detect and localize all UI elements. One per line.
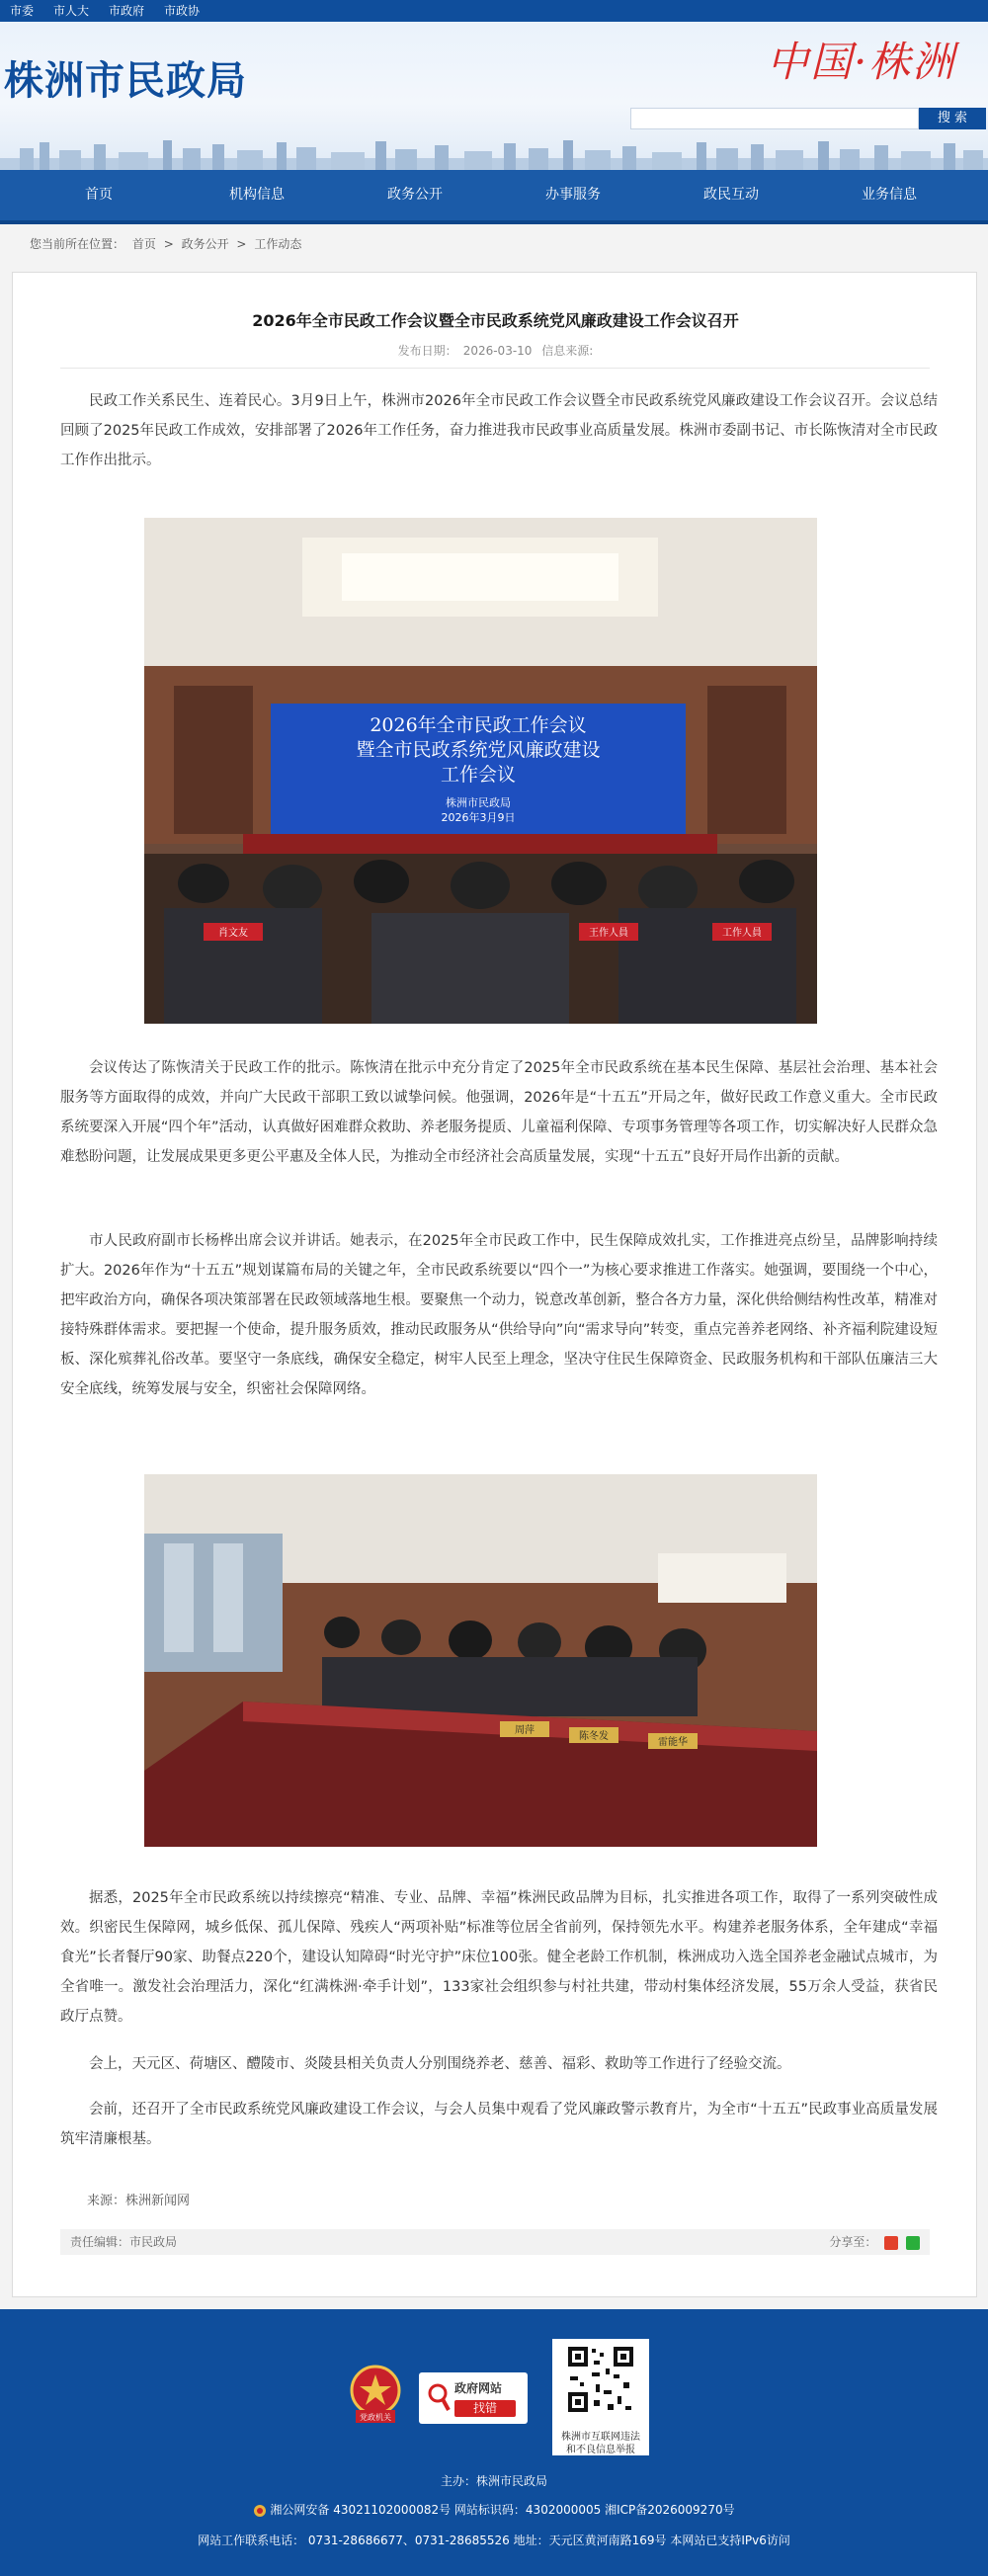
breadcrumb-separator: > [163, 237, 174, 251]
party-gov-emblem-icon[interactable] [348, 2365, 403, 2424]
meeting-photo-2 [144, 1474, 817, 1847]
breadcrumb-work-news[interactable]: 工作动态 [254, 237, 302, 251]
footer-sponsor: 主办：株洲市民政局 [440, 2474, 547, 2488]
weibo-share-icon[interactable] [884, 2236, 898, 2250]
footer-registration [0, 2501, 988, 2518]
jiucuo-label: 找错 [454, 2400, 516, 2417]
article-meta [13, 342, 978, 359]
site-title[interactable]: 株洲市民政局 [4, 57, 247, 104]
nav-item-interaction[interactable]: 政民互动 [703, 187, 759, 203]
screen-title-line3: 工作会议 [440, 764, 517, 786]
site-header [0, 22, 988, 170]
nameplate: 肖文友 [218, 928, 248, 939]
nav-item-business-info[interactable]: 业务信息 [862, 187, 917, 203]
gov-site-error-report-badge[interactable] [419, 2372, 528, 2424]
breadcrumb [30, 233, 958, 255]
publish-date: 2026-03-10 [462, 344, 533, 358]
report-qr-code[interactable] [552, 2339, 649, 2455]
magnifier-icon [427, 2382, 451, 2414]
qr-code-icon [552, 2339, 649, 2426]
nameplate: 周萍 [515, 1725, 535, 1736]
editor-name: 市民政局 [129, 2235, 178, 2249]
editor-bar [60, 2229, 930, 2255]
share-label: 分享至： [829, 2235, 877, 2249]
topbar-link-shizhengfu[interactable]: 市政府 [109, 4, 145, 18]
editor-label: 责任编辑： [70, 2235, 130, 2249]
police-record-text[interactable]: 湘公网安备 43021102000082号 网站标识码：4302000005 湘ICP备2026009270号 [270, 2503, 735, 2517]
nameplate: 雷能华 [658, 1737, 688, 1748]
article-paragraph: 民政工作关系民生、连着民心。3月9日上午，株洲市2026年全市民政工作会议暨全市民政系统党风廉政建设工作会议召开。会议总结回顾了2025年民政工作成效，安排部署了2026年工作任务，奋力推进我市民政事业高质量发展。株洲市委副书记、市长陈恢清对全市民政工作作出批示。 [60, 393, 938, 468]
emblem-label: 党政机关 [360, 2413, 391, 2422]
screen-title-line2: 暨全市民政系统党风廉政建设 [356, 739, 601, 761]
nav-item-gov-open[interactable]: 政务公开 [387, 187, 443, 203]
article-paragraph: 市人民政府副市长杨桦出席会议并讲话。她表示，在2025年全市民政工作中，民生保障成效扎实，工作推进亮点纷呈，品牌影响持续扩大。2026年作为“十五五”规划谋篇布局的关键之年，全市民政系统要以“四个一”为核心要求推进工作落实。她强调，要围绕一个中心，把牢政治方向，确保各项决策部署在民政领域落地生根。要聚焦一个动力，锐意改革创新，整合各方力量，深化供给侧结构性改革，精准对接特殊群体需求。要把握一个使命，提升服务质效，推动民政服务从“供给导向”向“需求导向”转变，重点完善养老网络、补齐福利院建设短板、深化殡葬礼俗改革。要坚守一条底线，确保安全稳定，树牢人民至上理念，坚决守住民生保障资金、民政服务机构和干部队伍廉洁三大安全底线，统筹发展与安全，织密社会保障网络。 [60, 1233, 938, 1397]
brand-logo: 中国·株洲 [767, 38, 956, 86]
qr-caption: 和不良信息举报 [566, 2445, 635, 2455]
city-skyline-illustration [0, 138, 988, 170]
date-label: 发布日期： [397, 344, 457, 358]
wechat-share-icon[interactable] [906, 2236, 920, 2250]
article-paragraph: 会上，天元区、荷塘区、醴陵市、炎陵县相关负责人分别围绕养老、慈善、福彩、救助等工作进行了经验交流。 [89, 2056, 791, 2072]
nav-item-org-info[interactable]: 机构信息 [229, 187, 285, 203]
main-nav [0, 170, 988, 224]
title-divider [60, 368, 930, 369]
meeting-photo-1 [144, 518, 817, 1024]
breadcrumb-prefix: 您当前所在位置： [30, 237, 125, 251]
article-paragraph: 据悉，2025年全市民政系统以持续擦亮“精准、专业、品牌、幸福”株洲民政品牌为目标，扎实推进各项工作，取得了一系列突破性成效。织密民生保障网，城乡低保、孤儿保障、残疾人“两项补贴”标准等位居全省前列，保持领先水平。构建养老服务体系，全年建成“幸福食光”长者餐厅90家、助餐点220个，建设认知障碍“时光守护”床位100张。健全老龄工作机制，株洲成功入选全国养老金融试点城市，为全省唯一。激发社会治理活力，深化“红满株洲·牵手计划”，133家社会组织参与村社共建，带动村集体经济发展，55万余人受益，获省民政厅点赞。 [60, 1890, 938, 2025]
nav-item-services[interactable]: 办事服务 [545, 187, 601, 203]
breadcrumb-gov-open[interactable]: 政务公开 [181, 237, 229, 251]
screen-date: 2026年3月9日 [441, 811, 516, 824]
jiucuo-title: 政府网站 [454, 2381, 503, 2395]
site-footer [0, 2309, 988, 2576]
footer-contact: 网站工作联系电话： 0731-28686677、0731-28685526 地址：天元区黄河南路169号 本网站已支持IPv6访问 [198, 2534, 790, 2547]
source-label: 信息来源: [541, 344, 594, 358]
breadcrumb-home[interactable]: 首页 [131, 237, 156, 251]
top-link-bar [0, 0, 988, 22]
nameplate: 工作人員 [722, 928, 762, 939]
article-card [12, 272, 977, 2297]
search-button[interactable]: 搜 索 [919, 108, 986, 129]
article-title: 2026年全市民政工作会议暨全市民政系统党风廉政建设工作会议召开 [252, 311, 739, 330]
police-badge-icon [253, 2504, 267, 2518]
topbar-link-shiwei[interactable]: 市委 [10, 4, 35, 18]
screen-title-line1: 2026年全市民政工作会议 [370, 714, 587, 736]
search-input[interactable] [630, 108, 919, 129]
topbar-link-shizhengxie[interactable]: 市政协 [164, 4, 201, 18]
screen-org: 株洲市民政局 [446, 796, 511, 809]
article-source: 来源：株洲新闻网 [87, 2194, 191, 2208]
nameplate: 王作人員 [589, 928, 628, 939]
article-paragraph: 会议传达了陈恢清关于民政工作的批示。陈恢清在批示中充分肯定了2025年全市民政系统在基本民生保障、基层社会治理、基本社会服务等方面取得的成效，并向广大民政干部职工致以诚挚问候。他强调，2026年是“十五五”开局之年，做好民政工作意义重大。全市民政系统要深入开展“四个年”活动，认真做好困难群众救助、养老服务提质、儿童福利保障、专项事务管理等各项工作，切实解决好人民群众急难愁盼问题，让发展成果更多更公平惠及全体人民，为推动全市经济社会高质量发展，实现“十五五”良好开局作出新的贡献。 [60, 1060, 938, 1165]
qr-caption: 株洲市互联网违法 [561, 2432, 640, 2443]
share-area [829, 2229, 920, 2255]
breadcrumb-separator: > [236, 237, 247, 251]
nameplate: 陈冬发 [579, 1731, 609, 1742]
article-paragraph: 会前，还召开了全市民政系统党风廉政建设工作会议，与会人员集中观看了党风廉政警示教育片，为全市“十五五”民政事业高质量发展筑牢清廉根基。 [60, 2102, 938, 2147]
nav-item-home[interactable]: 首页 [85, 187, 113, 203]
topbar-link-shirenda[interactable]: 市人大 [53, 4, 90, 18]
